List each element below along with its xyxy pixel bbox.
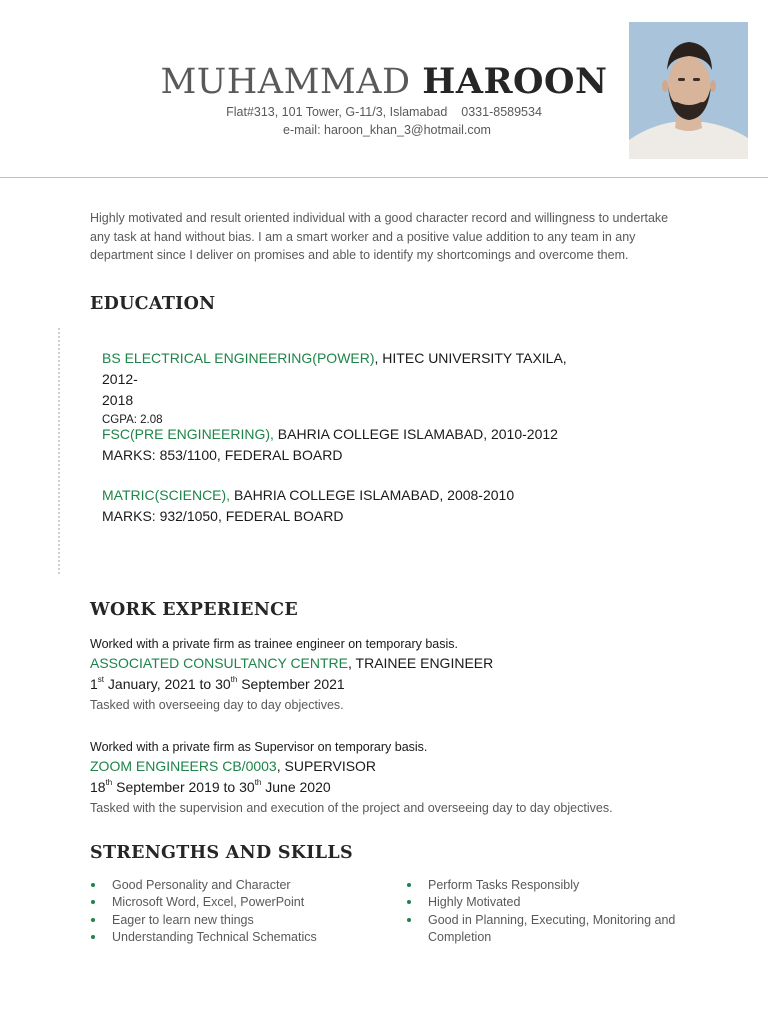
end-rest: September 2021	[237, 676, 345, 692]
education-fsc-detail: MARKS: 853/1100, FEDERAL BOARD	[102, 447, 343, 463]
start-suffix: st	[97, 675, 105, 685]
list-item: Understanding Technical Schematics	[90, 929, 380, 946]
job-role: , TRAINEE ENGINEER	[348, 655, 494, 671]
start-suffix: th	[105, 778, 113, 788]
start-day: 1	[90, 676, 98, 692]
header-divider	[0, 177, 768, 178]
start-rest: September 2019 to 30	[112, 779, 255, 795]
work-intro: Worked with a private firm as Supervisor on temporary basis.	[90, 740, 428, 754]
work-dates	[90, 777, 730, 798]
work-experience-heading: WORK EXPERIENCE	[90, 600, 298, 620]
profile-photo	[629, 22, 748, 159]
job-role: , SUPERVISOR	[276, 758, 377, 774]
contact-email-line: e-mail: haroon_khan_3@hotmail.com	[283, 123, 491, 137]
list-item: Perform Tasks Responsibly	[406, 877, 676, 894]
skills-list-left	[90, 877, 380, 947]
degree-title: MATRIC(SCIENCE),	[102, 487, 231, 503]
list-item: Highly Motivated	[406, 894, 676, 911]
education-bs-line	[102, 348, 602, 390]
company-name: ASSOCIATED CONSULTANCY CENTRE	[90, 655, 349, 671]
skills-list-right	[406, 877, 676, 947]
education-matric-detail: MARKS: 932/1050, FEDERAL BOARD	[102, 508, 344, 524]
education-item-fsc	[102, 424, 602, 466]
end-suffix: th	[254, 778, 262, 788]
start-rest: January, 2021 to 30	[104, 676, 231, 692]
degree-title: FSC(PRE ENGINEERING),	[102, 426, 274, 442]
work-description: Tasked with overseeing day to day objectives.	[90, 698, 344, 712]
education-matric-line	[102, 485, 602, 506]
address: Flat#313, 101 Tower, G-11/3, Islamabad	[226, 105, 448, 119]
education-item-bs	[102, 348, 602, 429]
last-name: HAROON	[422, 61, 608, 102]
degree-title: BS ELECTRICAL ENGINEERING(POWER)	[102, 350, 375, 366]
education-fsc-line	[102, 424, 602, 445]
institution: BAHRIA COLLEGE ISLAMABAD, 2010-2012	[273, 426, 558, 442]
institution: , HITEC UNIVERSITY TAXILA, 2012-	[102, 350, 567, 387]
work-item-2	[90, 738, 730, 819]
list-item: Good in Planning, Executing, Monitoring and Completion	[406, 912, 676, 947]
skills-heading: STRENGTHS AND SKILLS	[90, 843, 353, 863]
phone: 0331-8589534	[461, 105, 542, 119]
portrait-image	[629, 22, 748, 159]
education-item-matric	[102, 485, 602, 527]
education-bs-detail: CGPA: 2.08	[102, 414, 163, 426]
list-item: Good Personality and Character	[90, 877, 380, 894]
education-dotted-border	[58, 328, 60, 574]
first-name: MUHAMMAD	[160, 62, 411, 102]
start-day: 18	[90, 779, 106, 795]
company-name: ZOOM ENGINEERS CB/0003	[90, 758, 277, 774]
end-suffix: th	[230, 675, 238, 685]
end-rest: June 2020	[261, 779, 331, 795]
list-item: Eager to learn new things	[90, 912, 380, 929]
education-bs-continuation: 2018	[102, 392, 134, 408]
work-description: Tasked with the supervision and execution of the project and overseeing day to day objectives.	[90, 801, 613, 815]
profile-summary: Highly motivated and result oriented individual with a good character record and willingness to undertake any task at hand without bias. I am a smart worker and a positive value addition to any team in any department since I deliver on promises and able to identify my shortcomings and overcome them.	[90, 211, 669, 262]
work-dates	[90, 674, 730, 695]
work-company-line	[90, 653, 730, 674]
work-intro: Worked with a private firm as trainee engineer on temporary basis.	[90, 637, 458, 651]
institution: BAHRIA COLLEGE ISLAMABAD, 2008-2010	[230, 487, 515, 503]
work-company-line	[90, 756, 730, 777]
education-heading: EDUCATION	[90, 294, 216, 314]
work-item-1	[90, 635, 730, 716]
list-item: Microsoft Word, Excel, PowerPoint	[90, 894, 380, 911]
